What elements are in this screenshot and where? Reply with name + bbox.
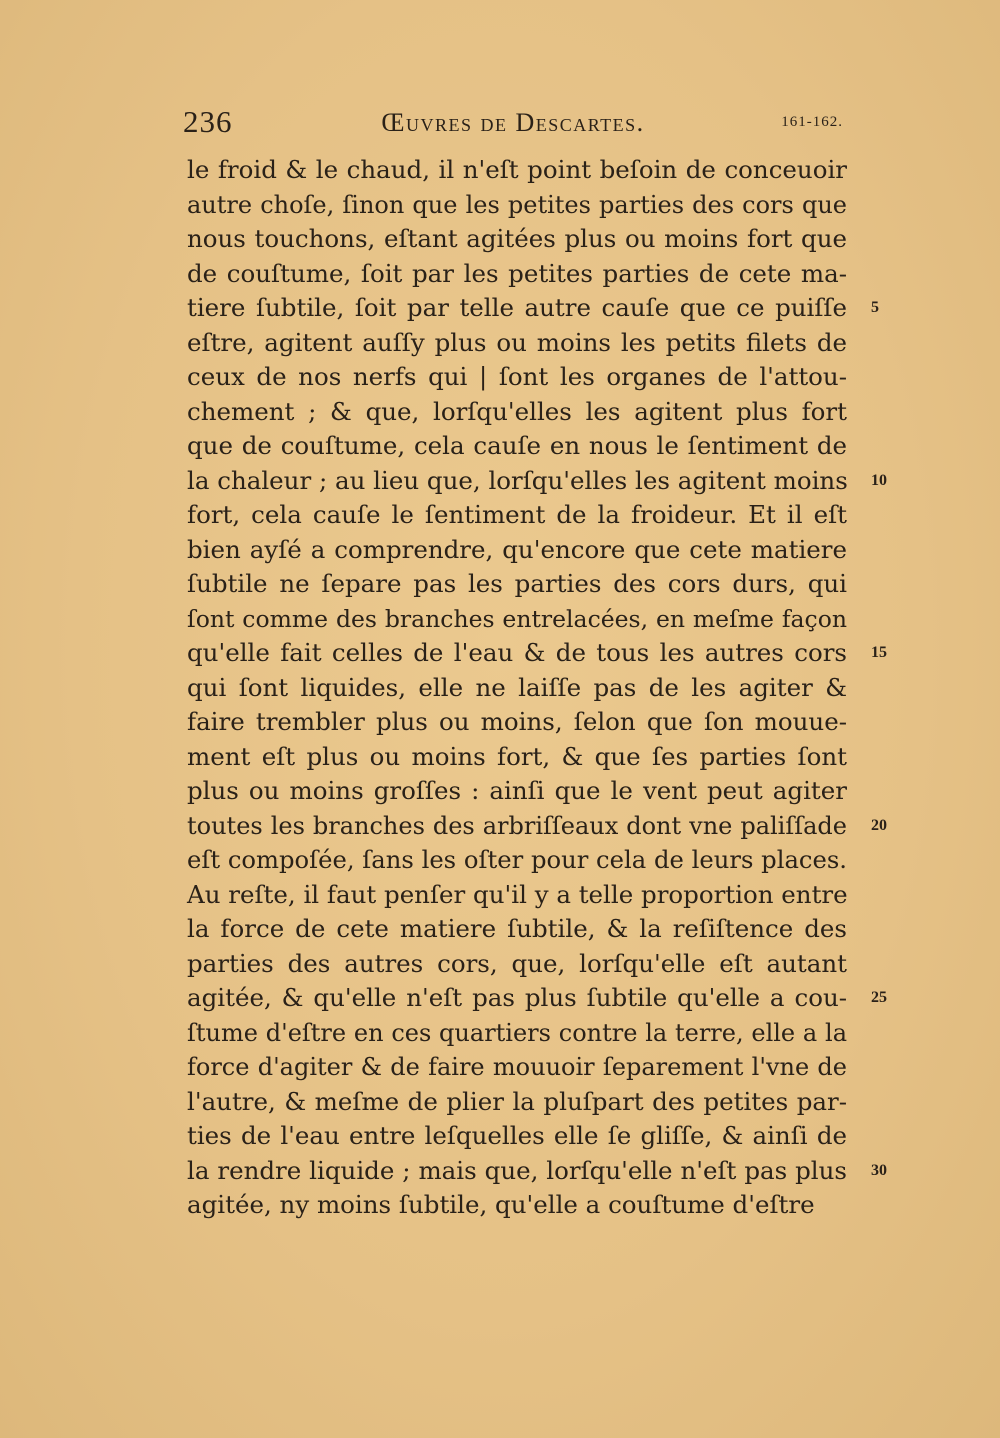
running-header <box>183 100 843 140</box>
text-line: tiere ſubtile, ſoit par telle autre cauſe que ce puiſſe <box>187 293 847 322</box>
text-line: agitée, & qu'elle n'eſt pas plus ſubtile qu'elle a cou- <box>187 983 847 1012</box>
text-line: la chaleur ; au lieu que, lorſqu'elles les agitent moins <box>187 465 848 495</box>
text-line: Au reſte, il faut penſer qu'il y a telle proportion entre <box>187 879 848 909</box>
text-line: ceux de nos nerfs qui | ſont les organes de l'attou- <box>187 362 847 391</box>
text-line: qui ſont liquides, elle ne laiſſe pas de les agiter & <box>187 672 847 702</box>
text-line: que de couſtume, cela cauſe en nous le ſentiment de <box>187 431 847 460</box>
margin-line-number: 5 <box>871 299 879 316</box>
text-line: chement ; & que, lorſqu'elles les agitent plus fort <box>187 396 847 426</box>
text-line: ſont comme des branches entrelacées, en meſme façon <box>187 604 847 633</box>
text-line: la force de cete matiere ſubtile, & la reſiſtence des <box>187 914 847 943</box>
text-line: plus ou moins groſſes : ainſi que le vent peut agiter <box>187 776 847 805</box>
text-line: force d'agiter & de faire mouuoir ſeparement l'vne de <box>187 1053 847 1081</box>
text-line: agitée, ny moins ſubtile, qu'elle a couſtume d'eſtre <box>187 1190 815 1219</box>
text-line: nous touchons, eſtant agitées plus ou moins fort que <box>187 224 847 253</box>
text-line: parties des autres cors, que, lorſqu'elle eſt autant <box>187 948 847 978</box>
original-page-reference: 161-162. <box>781 114 843 130</box>
page-number: 236 <box>183 104 233 139</box>
text-line: eſt compoſée, ſans les oſter pour cela de leurs places. <box>187 845 847 874</box>
text-line: de couſtume, ſoit par les petites parties de cete ma- <box>187 258 847 288</box>
text-line: ties de l'eau entre leſquelles elle ſe gliſſe, & ainſi de <box>187 1121 847 1150</box>
text-line: ſubtile ne ſepare pas les parties des cors durs, qui <box>187 569 847 598</box>
margin-line-number: 30 <box>871 1161 887 1179</box>
text-line: fort, cela cauſe le ſentiment de la froideur. Et il eſt <box>187 500 847 529</box>
text-line: ſtume d'eſtre en ces quartiers contre la terre, elle a la <box>187 1018 847 1047</box>
text-line: qu'elle fait celles de l'eau & de tous les autres cors <box>187 638 847 667</box>
text-line: toutes les branches des arbriſſeaux dont vne paliſſade <box>187 811 847 840</box>
text-line: bien ayſé a comprendre, qu'encore que cete matiere <box>187 534 847 564</box>
running-title: Œuvres de Descartes. <box>381 108 645 137</box>
margin-line-number: 25 <box>871 989 887 1006</box>
text-line: faire trembler plus ou moins, ſelon que ſon mouue- <box>187 707 847 736</box>
margin-line-number: 15 <box>871 644 887 661</box>
text-line: l'autre, & meſme de plier la pluſpart des petites par- <box>187 1086 847 1116</box>
text-line: ment eſt plus ou moins fort, & que ſes parties ſont <box>187 741 847 771</box>
text-line: eſtre, agitent auſſy plus ou moins les petits filets de <box>187 327 847 357</box>
text-line: le froid & le chaud, il n'eſt point beſoin de conceuoir <box>187 155 847 184</box>
text-body <box>187 153 847 1223</box>
text-line: la rendre liquide ; mais que, lorſqu'elle n'eſt pas plus <box>187 1155 847 1185</box>
margin-line-number: 20 <box>871 816 887 834</box>
text-line: autre choſe, ſinon que les petites parties des cors que <box>187 190 847 219</box>
margin-line-number: 10 <box>871 471 887 489</box>
